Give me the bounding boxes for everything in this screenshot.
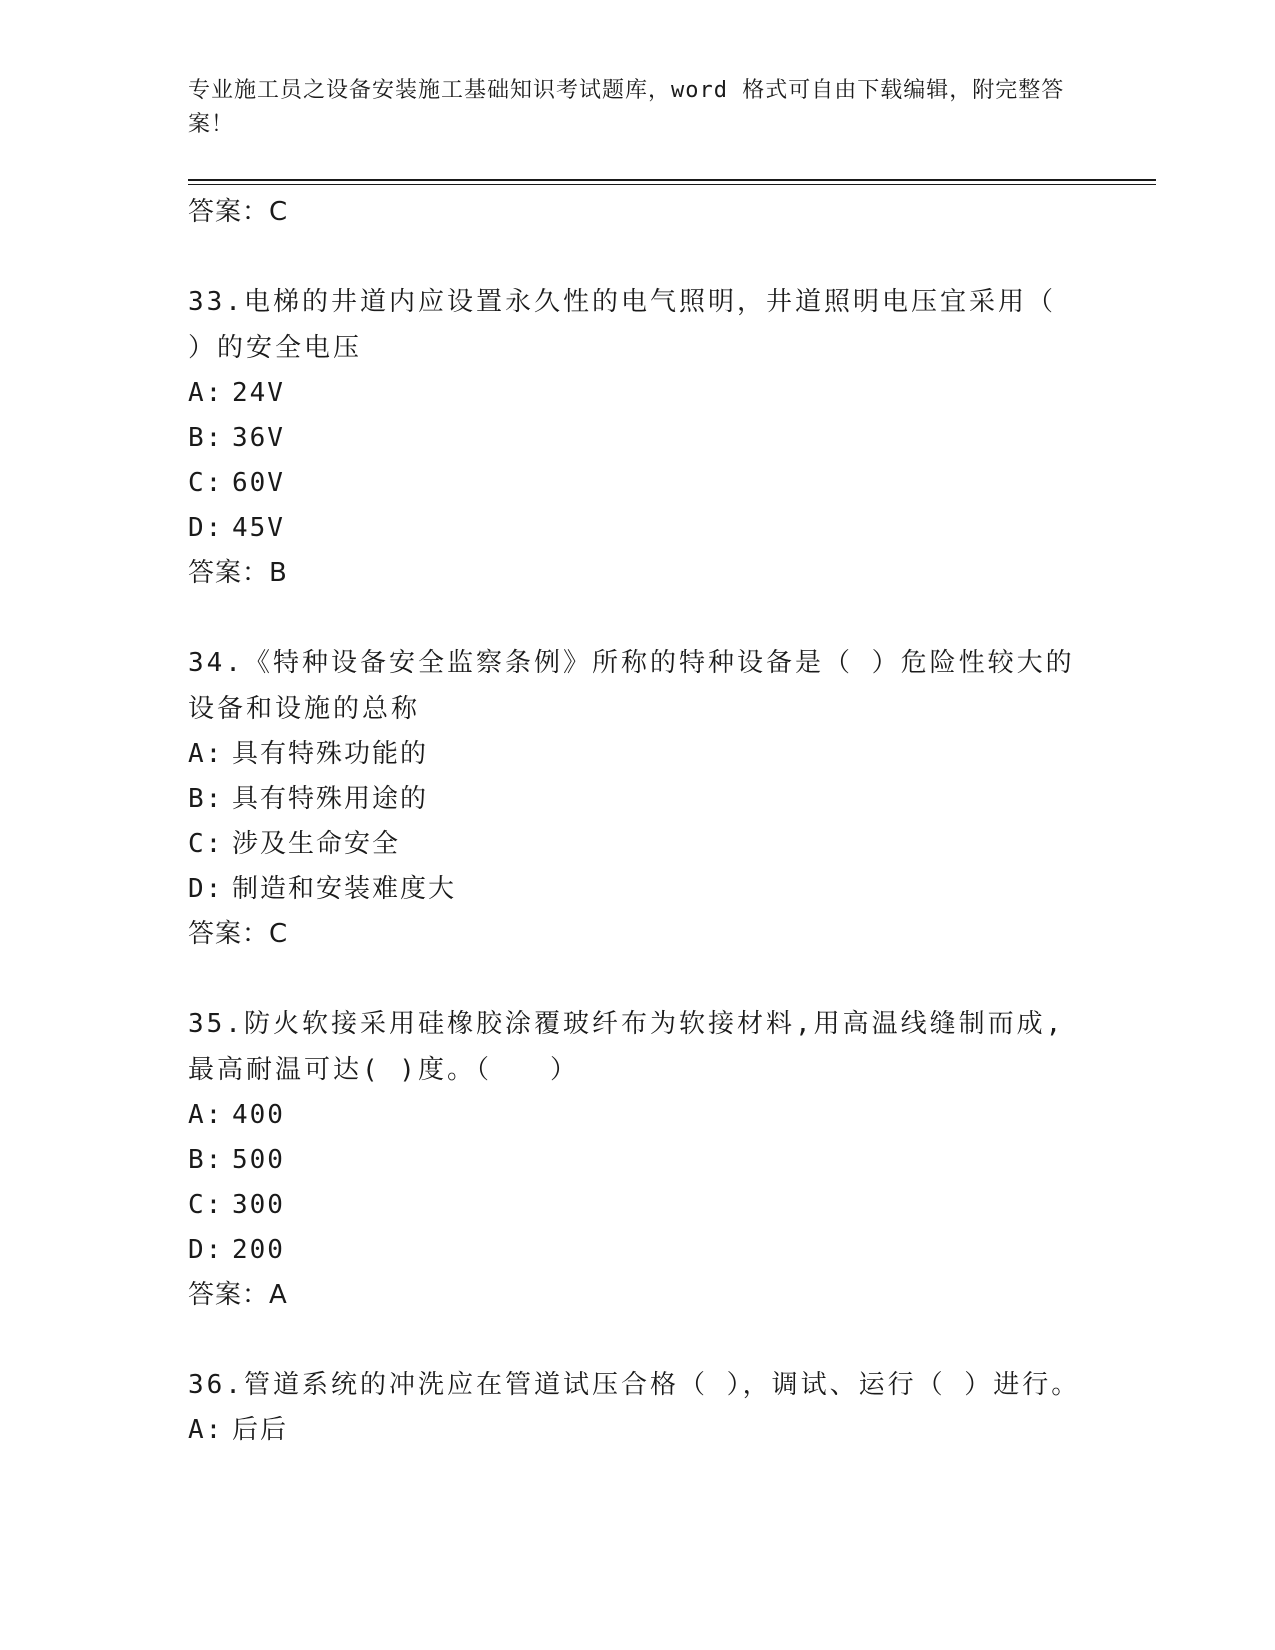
option-label: D: bbox=[188, 513, 224, 543]
option-text: 60V bbox=[232, 468, 285, 498]
question-stem: 36.管道系统的冲洗应在管道试压合格（ ），调试、运行（ ）进行。 bbox=[188, 1370, 1081, 1400]
option-label: B: bbox=[188, 423, 224, 453]
option-d bbox=[188, 867, 1088, 912]
header-divider-thin bbox=[188, 184, 1156, 185]
answer-line: 答案：A bbox=[188, 1280, 288, 1310]
option-label: D: bbox=[188, 1235, 224, 1265]
option-c bbox=[188, 1183, 1088, 1228]
option-text: 200 bbox=[232, 1235, 285, 1265]
option-b bbox=[188, 777, 1088, 822]
option-b bbox=[188, 416, 1088, 461]
answer-line: 答案：C bbox=[188, 919, 289, 949]
option-text: 具有特殊功能的 bbox=[232, 739, 429, 769]
answer-line: 答案：C bbox=[188, 197, 289, 227]
option-label: C: bbox=[188, 829, 224, 859]
question-block bbox=[188, 640, 1088, 956]
option-text: 45V bbox=[232, 513, 285, 543]
question-stem: 33.电梯的井道内应设置永久性的电气照明，井道照明电压宜采用（ ）的安全电压 bbox=[188, 287, 1056, 363]
option-text: 400 bbox=[232, 1100, 285, 1130]
option-text: 涉及生命安全 bbox=[232, 829, 401, 859]
option-d bbox=[188, 506, 1088, 551]
option-b bbox=[188, 1138, 1088, 1183]
option-d bbox=[188, 1228, 1088, 1273]
option-a bbox=[188, 1093, 1088, 1138]
option-label: C: bbox=[188, 468, 224, 498]
option-a bbox=[188, 371, 1088, 416]
answer-line: 答案：B bbox=[188, 558, 288, 588]
option-text: 制造和安装难度大 bbox=[232, 874, 457, 904]
option-label: A: bbox=[188, 739, 224, 769]
question-stem: 35.防火软接采用硅橡胶涂覆玻纤布为软接材料,用高温线缝制而成,最高耐温可达( )度。（ ） bbox=[188, 1009, 1065, 1085]
option-c bbox=[188, 461, 1088, 506]
option-label: A: bbox=[188, 1100, 224, 1130]
option-text: 具有特殊用途的 bbox=[232, 784, 429, 814]
option-a bbox=[188, 732, 1088, 777]
option-label: A: bbox=[188, 1415, 224, 1445]
question-block bbox=[188, 1362, 1088, 1453]
option-text: 36V bbox=[232, 423, 285, 453]
question-block bbox=[188, 1001, 1088, 1317]
option-label: C: bbox=[188, 1190, 224, 1220]
question-stem: 34.《特种设备安全监察条例》所称的特种设备是（ ）危险性较大的设备和设施的总称 bbox=[188, 648, 1075, 724]
question-list bbox=[188, 190, 1088, 1453]
document-header: 专业施工员之设备安装施工基础知识考试题库，word 格式可自由下载编辑，附完整答案！ bbox=[188, 78, 1065, 137]
option-a bbox=[188, 1408, 1088, 1453]
option-c bbox=[188, 822, 1088, 867]
option-label: B: bbox=[188, 1145, 224, 1175]
option-text: 300 bbox=[232, 1190, 285, 1220]
option-label: A: bbox=[188, 378, 224, 408]
option-label: D: bbox=[188, 874, 224, 904]
option-text: 24V bbox=[232, 378, 285, 408]
question-block bbox=[188, 279, 1088, 595]
option-text: 500 bbox=[232, 1145, 285, 1175]
option-label: B: bbox=[188, 784, 224, 814]
option-text: 后后 bbox=[232, 1415, 289, 1445]
header-divider-thick bbox=[188, 179, 1156, 181]
